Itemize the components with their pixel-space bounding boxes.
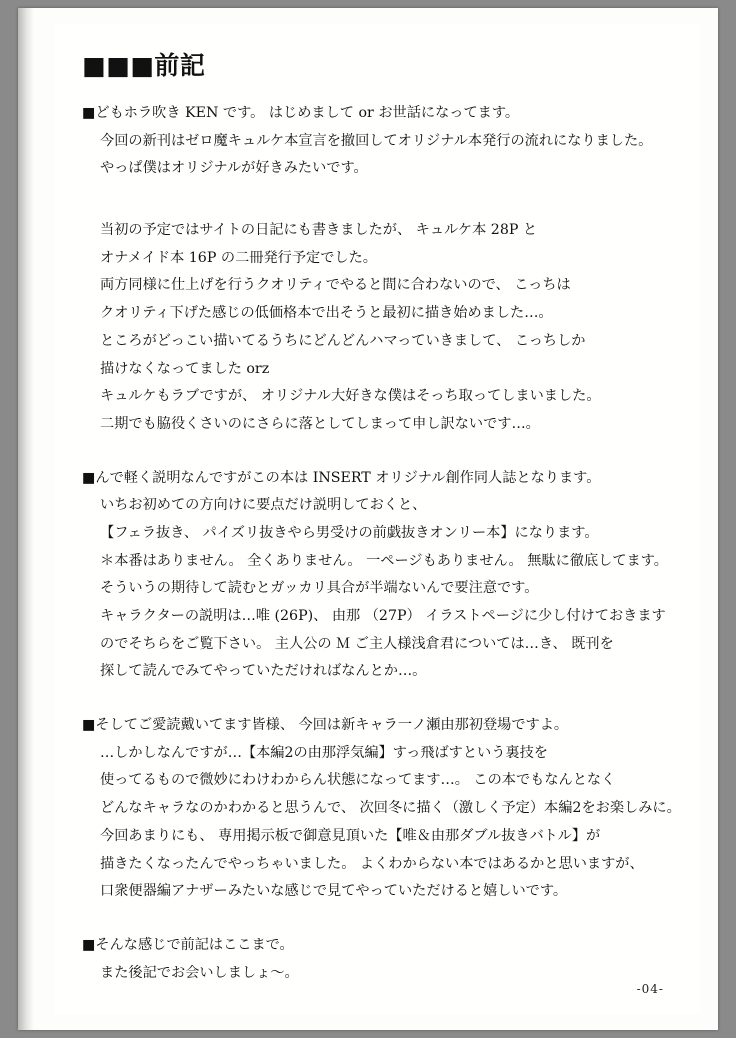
paragraph-block-plan [82, 217, 672, 439]
paragraph-line: 探して読んでみてやっていただければなんとか…。 [100, 663, 427, 680]
paragraph-block-closing [82, 932, 672, 987]
page-content-area [54, 24, 700, 1014]
paragraph-line: ■んで軽く説明なんですがこの本は INSERT オリジナル創作同人誌となります。 [82, 469, 601, 486]
paragraph-line: のでそちらをご覧下さい。 主人公の Ｍ ご主人様浅倉君については…き、 既刊を [100, 635, 614, 652]
paragraph-line: キュルケもラブですが、 オリジナル大好きな僕はそっち取ってしまいました。 [100, 388, 601, 405]
paragraph-line: キャラクターの説明は…唯 (26P)、 由那 （27P） イラストページに少し付けておきます [100, 608, 666, 624]
paragraph-line: ■そんな感じで前記はここまで。 [82, 936, 294, 953]
paragraph-line: ＊本番はありません。 全くありません。 一ページもありません。 無駄に徹底してます。 [100, 552, 668, 569]
paragraph-line: 描けなくなってました orz [100, 360, 270, 377]
paragraph-line: 使ってるもので微妙にわけわからん状態になってます…。 この本でもなんとなく [100, 772, 616, 789]
paragraph-line: 口衆便器編アナザーみたいな感じで見てやっていただけると嬉しいです。 [100, 883, 568, 900]
page-sheet [18, 8, 718, 1030]
paragraph-line: …しかしなんですが…【本編2の由那浮気編】すっ飛ばすという裏技を [100, 744, 548, 761]
paragraph-block-explain [82, 465, 672, 687]
paragraph-line: 描きたくなったんでやっちゃいました。 よくわからない本ではあるかと思いますが、 [100, 855, 644, 872]
paragraph-line: ■そしてご愛読戴いてます皆様、 今回は新キャラ一ノ瀬由那初登場ですよ。 [82, 717, 569, 734]
paragraph-line: 今回あまりにも、 専用掲示板で御意見頂いた【唯＆由那ダブル抜きバトル】が [100, 827, 601, 844]
page-number: -04- [636, 982, 664, 996]
paragraph-line: いちお初めての方向けに要点だけ説明しておくと、 [100, 497, 427, 514]
page-gutter-shadow [18, 8, 34, 1030]
paragraph-line: 二期でも脇役くさいのにさらに落としてしまって申し訳ないです…。 [100, 415, 540, 432]
paragraph-line: 両方同様に仕上げを行うクオリティでやると間に合わないので、 こっちは [100, 277, 571, 294]
block-spacer [82, 209, 672, 217]
paragraph-line: また後記でお会いしましょ～。 [100, 964, 299, 981]
paragraph-line: ところがどっこい描いてるうちにどんどんハマっていきまして、 こっちしか [100, 332, 586, 349]
paragraph-line: 今回の新刊はゼロ魔キュルケ本宣言を撤回してオリジナル本発行の流れになりました。 [100, 132, 653, 149]
paragraph-line: やっぱ僕はオリジナルが好きみたいです。 [100, 160, 368, 177]
paragraph-line: そういうの期待して読むとガッカリ具合が半端ないんで要注意です。 [100, 580, 539, 597]
paragraph-line: 当初の予定ではサイトの日記にも書きましたが、 キュルケ本 28P と [100, 222, 538, 239]
paragraph-line: ■どもホラ吹き KEN です。 はじめまして or お世話になってます。 [82, 105, 520, 121]
paragraph-block-readers [82, 712, 681, 906]
paragraph-block-intro [82, 100, 672, 183]
paragraph-line: クオリティ下げた感じの低価格本で出そうと最初に描き始めました…。 [100, 305, 553, 322]
paragraph-line: オナメイド本 16P の二冊発行予定でした。 [100, 249, 377, 266]
page-title: ■■■前記 [82, 51, 206, 80]
document-body [82, 46, 681, 1013]
paragraph-line: どんなキャラなのかわかると思うんで、 次回冬に描く（激しく予定）本編2をお楽しみに。 [100, 800, 681, 817]
paragraph-line: 【フェラ抜き、 パイズリ抜きやら男受けの前戯抜きオンリー本】になります。 [100, 524, 599, 541]
